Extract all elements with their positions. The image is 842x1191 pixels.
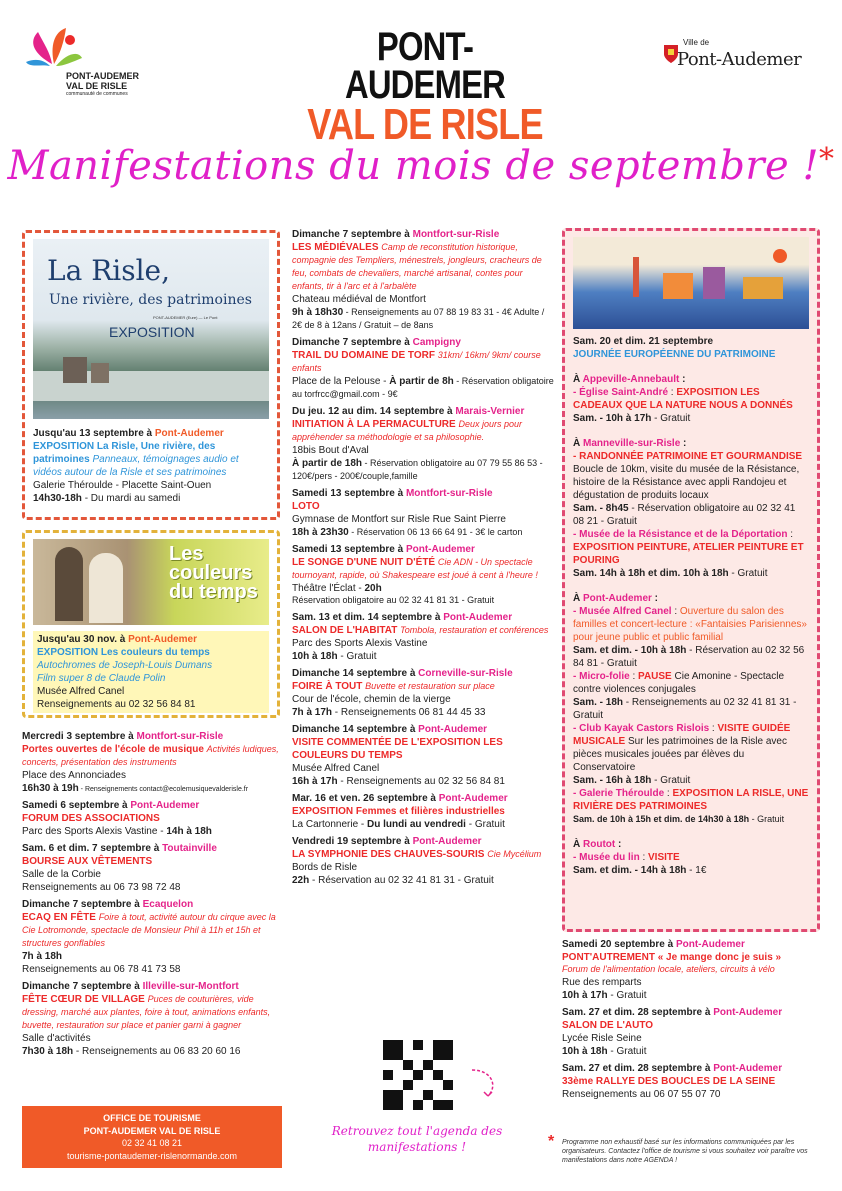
risle-poster-image: [33, 239, 269, 419]
heritage-item-title: RANDONNÉE PATRIMOINE ET GOURMANDISE: [579, 451, 803, 462]
event-city: Toutainville: [162, 843, 217, 854]
left-event-3: [22, 842, 284, 894]
event-hours: 18h à 23h30: [292, 527, 349, 538]
disclaimer-star: *: [548, 1133, 555, 1150]
event-title: PONT'AUTREMENT « Je mange donc je suis »: [562, 952, 782, 963]
event-hours: 14h à 18h: [166, 826, 212, 837]
flower-logo-icon: [24, 24, 84, 74]
event-info: - Gratuit: [607, 989, 647, 1001]
event-place: Parc des Sports Alexis Vastine -: [22, 826, 167, 837]
heritage-item-title: VISITE GUIDÉE MUSICALE: [573, 723, 791, 747]
event-date: Samedi 6 septembre à: [22, 800, 131, 811]
event-place: Salle de la Corbie: [22, 869, 101, 880]
event-place: 18bis Bout d'Aval: [292, 445, 369, 456]
left-event-5: [22, 980, 284, 1058]
risle-poster-title: La Risle,: [47, 254, 171, 287]
event-city: Pont-Audemer: [418, 723, 488, 735]
heritage-title: JOURNÉE EUROPÉENNE DU PATRIMOINE: [573, 349, 776, 360]
event-place: Chateau médiéval de Montfort: [292, 294, 426, 305]
event-title: EXPOSITION Femmes et filières industrielles: [292, 805, 505, 817]
couleurs-desc-1: Autochromes de Joseph-Louis Dumans: [37, 660, 213, 671]
event-info: - Renseignements 06 81 44 45 33: [332, 706, 486, 718]
event-title: SALON DE L'AUTO: [562, 1019, 654, 1031]
heritage-hours: Sam. 14h à 18h et dim. 10h à 18h: [573, 568, 729, 579]
event-place: Bords de Risle: [292, 861, 358, 873]
risle-hours: 14h30-18h: [33, 493, 82, 504]
event-info: - Gratuit: [465, 818, 505, 830]
event-title: LE SONGE D'UNE NUIT D'ÉTÉ: [292, 557, 436, 568]
heritage-hours: Sam. - 16h à 18h: [573, 775, 652, 786]
event-desc: Tombola, restauration et conférences: [400, 624, 549, 635]
event-hours: À partir de 8h: [389, 376, 454, 387]
event-hours: 10h à 18h: [292, 650, 338, 662]
disclaimer: Programme non exhaustif basé sur les informations communiquées par les organisateurs. Contactez l'office de tourisme si vous souhaitez voir paraître vos manifestations dans notre AGENDA !: [562, 1139, 808, 1165]
middle-event-1: [292, 228, 554, 332]
event-desc: Buvette et restauration sur place: [365, 680, 495, 691]
event-title: FORUM DES ASSOCIATIONS: [22, 813, 160, 824]
qr-code-icon: [383, 1040, 453, 1110]
risle-date: Jusqu'au 13 septembre à: [33, 428, 155, 439]
event-date: Dimanche 7 septembre à: [22, 899, 143, 910]
event-city: Pont-Audemer: [713, 1062, 783, 1074]
event-date: Dimanche 14 septembre à: [292, 723, 419, 735]
risle-exhibition-card: [22, 230, 280, 520]
event-date: Sam. 6 et dim. 7 septembre à: [22, 843, 163, 854]
heritage-item-title: VISITE: [648, 852, 680, 863]
event-place: Rue des remparts: [562, 976, 642, 988]
event-hours: 16h à 17h: [292, 775, 338, 787]
event-date: Dimanche 14 septembre à: [292, 667, 419, 679]
event-title: VISITE COMMENTÉE DE L'EXPOSITION LES COULEURS DU TEMPS: [292, 736, 503, 761]
heritage-desc: Sur les patrimoines de la Risle avec pièces musicales jouées par élèves du Conservatoire: [573, 736, 787, 773]
event-city: Pont-Audemer: [412, 835, 482, 847]
event-place: Gymnase de Montfort sur Risle Rue Saint Pierre: [292, 514, 506, 525]
event-hours: 7h30 à 18h: [22, 1046, 74, 1057]
logo-left-caption: communauté de communes: [66, 90, 128, 97]
heritage-item-title: EXPOSITION PEINTURE, ATELIER PEINTURE ET POURING: [573, 542, 804, 566]
heritage-hours: Sam. - 18h: [573, 697, 624, 708]
headline-text: Manifestations du mois de septembre !: [7, 143, 820, 189]
event-date: Vendredi 19 septembre à: [292, 835, 413, 847]
heritage-block-routot: À Routot : - Musée du lin : VISITE Sam. et dim. - 14h à 18h - 1€: [573, 839, 707, 876]
headline: [0, 140, 842, 192]
event-city: Pont-Audemer: [443, 611, 513, 623]
couleurs-city: Pont-Audemer: [128, 634, 198, 645]
event-city: Montfort-sur-Risle: [136, 731, 224, 742]
middle-event-6: [292, 611, 554, 663]
tourism-office-box: [22, 1106, 282, 1168]
event-info: - Renseignements au 02 32 56 84 81: [337, 775, 505, 787]
event-city: Pont-Audemer: [438, 792, 508, 804]
logo-left-sub: VAL DE RISLE: [66, 80, 128, 91]
event-info: - Réservation au 02 32 41 81 31 - Gratuit: [309, 874, 494, 886]
event-date: Dimanche 7 septembre à: [292, 229, 413, 240]
event-place: Cour de l'école, chemin de la vierge: [292, 693, 451, 705]
event-place: Théâtre l'Éclat -: [292, 583, 365, 594]
event-city: Pont-Audemer: [675, 939, 745, 950]
couleurs-event: [33, 631, 269, 713]
heritage-illustration: [573, 237, 809, 329]
heritage-city: Routot: [583, 839, 616, 850]
agenda-qr-code[interactable]: [383, 1040, 453, 1110]
event-title: BOURSE AUX VÊTEMENTS: [22, 856, 153, 867]
couleurs-poster-title: Les couleurs du temps: [169, 543, 258, 603]
event-hours: 16h30 à 19h: [22, 783, 79, 794]
heritage-info: - Gratuit: [651, 413, 691, 424]
event-desc: Cie Mycélium: [487, 848, 542, 859]
event-city: Pont-Audemer: [405, 544, 475, 555]
couleurs-poster-image: [33, 539, 269, 625]
heritage-item-title: PAUSE: [638, 671, 672, 682]
heritage-hours: Sam. - 8h45: [573, 503, 629, 514]
event-info: - Réservation obligatoire au torfrcc@gmail.com - 9€: [292, 376, 554, 399]
heritage-place: Galerie Théroulde: [579, 788, 665, 799]
middle-event-9: [292, 792, 554, 831]
logo-city-name: Pont-Audemer: [677, 49, 802, 70]
event-title: FÊTE CŒUR DE VILLAGE: [22, 994, 145, 1005]
event-desc: Puces de couturières, vide dressing, marché aux plantes, foire à tout, animations enfants, buvette, restauration sur place et panier garni à gagner: [22, 994, 271, 1030]
event-info: - Renseignements contact@ecolemusiquevalderisle.fr: [78, 786, 249, 793]
event-date: Du jeu. 12 au dim. 14 septembre à: [292, 406, 456, 417]
event-desc: 31km/ 16km/ 9km/ course enfants: [292, 350, 541, 373]
event-title: LES MÉDIÉVALES: [292, 242, 379, 253]
headline-star: *: [819, 142, 835, 177]
heritage-place: Église Saint-André: [579, 387, 669, 398]
heritage-hours: Sam. de 10h à 15h et dim. de 14h30 à 18h: [573, 814, 750, 824]
event-city: Pont-Audemer: [130, 800, 200, 811]
heritage-info: - Gratuit: [749, 814, 785, 824]
middle-event-4: [292, 487, 554, 539]
heritage-info: - Gratuit: [651, 775, 691, 786]
event-desc: Foire à tout, activité autour du cirque avec la Cie Lotromonde, spectacle de Monsieur Phil à 11h et 15h et structures gonflables: [22, 912, 276, 948]
event-title: ECAQ EN FÊTE: [22, 912, 96, 923]
page-title-logo: [280, 25, 570, 149]
couleurs-date: Jusqu'au 30 nov. à: [37, 634, 129, 645]
logo-city: [663, 38, 823, 78]
event-date: Sam. 27 et dim. 28 septembre à: [562, 1006, 714, 1018]
couleurs-info: Renseignements au 02 32 56 84 81: [37, 699, 196, 710]
risle-desc: Panneaux, témoignages audio et vidéos autour de la Risle et ses patrimoines: [33, 454, 239, 478]
event-hours: Du lundi au vendredi: [367, 818, 466, 830]
risle-poster-tag: EXPOSITION: [109, 324, 195, 340]
event-desc: Camp de reconstitution historique, compagnie des Templiers, ménestrels, jongleurs, cracheurs de feu, combats de chevaliers, marché artisanal, contes pour enfants, tir à l'arc et à l'arbalète: [292, 242, 542, 291]
agenda-note: Retrouvez tout l'agenda des manifestations !: [331, 1124, 503, 1154]
risle-poster-subtitle: Une rivière, des patrimoines: [49, 292, 252, 308]
heritage-desc: Cie Amonine - Spectacle contre violences conjugales: [573, 671, 785, 695]
event-hours: 22h: [292, 874, 310, 886]
middle-event-7: [292, 667, 554, 719]
event-title: LOTO: [292, 501, 320, 512]
risle-title: EXPOSITION La Risle, Une rivière, des patrimoines: [33, 441, 216, 465]
event-info: - Gratuit: [607, 1045, 647, 1057]
event-desc: Activités ludiques, concerts, présentation des instruments: [22, 744, 279, 767]
event-city: Montfort-sur-Risle: [412, 229, 500, 240]
risle-city: Pont-Audemer: [154, 428, 224, 439]
event-city: Ecaquelon: [142, 899, 194, 910]
event-hours: À partir de 18h: [292, 458, 363, 469]
middle-event-5: [292, 543, 554, 607]
event-date: Sam. 13 et dim. 14 septembre à: [292, 611, 444, 623]
event-date: Samedi 20 septembre à: [562, 939, 676, 950]
heritage-info: - 1€: [686, 865, 707, 876]
event-info: - Réservation 06 13 66 64 91 - 3€ le carton: [348, 527, 523, 537]
title-line-2: VAL DE RISLE: [307, 100, 543, 149]
heritage-content: [573, 335, 809, 877]
event-city: Corneville-sur-Risle: [418, 667, 513, 679]
heritage-hours: Sam. et dim. - 14h à 18h: [573, 865, 687, 876]
event-desc: Cie ADN - Un spectacle tournoyant, rapide, où Shakespeare est joué à cent à l'heure !: [292, 557, 538, 580]
event-info: Renseignements au 06 78 41 73 58: [22, 964, 181, 975]
event-city: Illeville-sur-Montfort: [142, 981, 239, 992]
heritage-place: Musée de la Résistance et de la Déportation: [579, 529, 788, 540]
event-city: Marais-Vernier: [455, 406, 525, 417]
heritage-place: Musée du lin: [579, 852, 640, 863]
logo-city-small: Ville de: [683, 38, 710, 47]
middle-event-2: [292, 336, 554, 401]
event-title: INITIATION À LA PERMACULTURE: [292, 419, 456, 430]
right-event-3: [562, 1062, 824, 1101]
event-desc: Forum de l'alimentation locale, ateliers, circuits à vélo: [562, 964, 775, 974]
event-date: Sam. 27 et dim. 28 septembre à: [562, 1062, 714, 1074]
event-city: Campigny: [412, 337, 461, 348]
risle-hours-note: - Du mardi au samedi: [81, 493, 181, 504]
couleurs-title: EXPOSITION Les couleurs du temps: [37, 647, 210, 658]
event-title: SALON DE L'HABITAT: [292, 624, 398, 636]
event-city: Pont-Audemer: [713, 1006, 783, 1018]
middle-event-8: [292, 723, 554, 788]
event-place: Musée Alfred Canel: [292, 762, 380, 774]
event-info: Renseignements au 06 73 98 72 48: [22, 882, 181, 893]
office-phone: 02 32 41 08 21: [121, 1138, 183, 1149]
heritage-block-appeville: À Appeville-Annebault : - Église Saint-André : EXPOSITION LES CADEAUX QUE LA NATURE NOUS A DONNÉS Sam. - 10h à 17h - Gratuit: [573, 374, 793, 424]
risle-poster-caption: PONT-AUDEMER (Eure) — Le Pont: [153, 315, 218, 320]
heritage-city: Pont-Audemer: [583, 593, 652, 604]
couleurs-exhibition-card: [22, 530, 280, 718]
event-date: Mar. 16 et ven. 26 septembre à: [292, 792, 439, 804]
event-date: Samedi 13 septembre à: [292, 488, 406, 499]
risle-event: [33, 427, 269, 505]
heritage-place: Club Kayak Castors Rislois: [579, 723, 710, 734]
event-hours: 20h: [364, 583, 382, 594]
event-hours: 9h à 18h30: [292, 307, 344, 318]
event-info: - Renseignements au 07 88 19 83 31 - 4€ Adulte / 2€ de 8 à 12ans / Gratuit – de 8ans: [292, 307, 545, 330]
couleurs-desc-2: Film super 8 de Claude Polin: [37, 673, 166, 684]
event-info: - Gratuit: [337, 650, 377, 662]
left-event-list: [22, 730, 284, 1062]
heritage-date: Sam. 20 et dim. 21 septembre: [573, 336, 714, 347]
event-place: Place de la Pelouse -: [292, 376, 390, 387]
office-line-2: PONT-AUDEMER VAL DE RISLE: [83, 1125, 221, 1136]
heritage-info: - Gratuit: [728, 568, 768, 579]
heritage-info: - Réservation obligatoire au 02 32 41 08 21 - Gratuit: [573, 503, 796, 527]
curved-arrow-icon: [462, 1062, 502, 1102]
event-title: TRAIL DU DOMAINE DE TORF: [292, 350, 435, 361]
middle-event-3: [292, 405, 554, 483]
left-event-2: [22, 799, 284, 838]
event-info: Réservation obligatoire au 02 32 41 81 31 - Gratuit: [292, 595, 495, 605]
heritage-city: Appeville-Annebault: [582, 374, 680, 385]
middle-event-10: [292, 835, 554, 887]
heritage-info: - Renseignements au 02 32 41 81 31 - Gratuit: [573, 697, 797, 721]
event-place: Salle d'activités: [22, 1033, 91, 1044]
event-place: La Cartonnerie -: [292, 818, 368, 830]
event-title: FOIRE À TOUT: [292, 680, 363, 692]
event-title: Portes ouvertes de l'école de musique: [22, 744, 204, 755]
event-title: LA SYMPHONIE DES CHAUVES-SOURIS: [292, 848, 485, 860]
event-date: Dimanche 7 septembre à: [292, 337, 413, 348]
heritage-place: Musée Alfred Canel: [579, 606, 672, 617]
left-event-1: [22, 730, 284, 795]
office-line-1: OFFICE DE TOURISME: [103, 1113, 201, 1123]
event-title: 33ème RALLYE DES BOUCLES DE LA SEINE: [562, 1075, 776, 1087]
heritage-hours: Sam. - 10h à 17h: [573, 413, 652, 424]
event-desc: Deux jours pour appréhender sa méthodologie et sa philosophie.: [292, 419, 523, 442]
right-event-2: [562, 1006, 824, 1058]
event-hours: 10h à 17h: [562, 989, 608, 1001]
heritage-place: Micro-folie: [579, 671, 630, 682]
heritage-days-card: [562, 228, 820, 932]
event-date: Dimanche 7 septembre à: [22, 981, 143, 992]
event-place: Place des Annonciades: [22, 770, 126, 781]
office-website-link[interactable]: tourisme-pontaudemer-rislenormande.com: [66, 1150, 238, 1161]
logo-community: [22, 24, 152, 108]
event-info: - Renseignements au 06 83 20 60 16: [73, 1046, 241, 1057]
heritage-item-title: EXPOSITION LES CADEAUX QUE LA NATURE NOUS A DONNÉS: [573, 387, 793, 411]
event-date: Samedi 13 septembre à: [292, 544, 406, 555]
heritage-item-title: EXPOSITION LA RISLE, UNE RIVIÈRE DES PATRIMOINES: [573, 788, 809, 812]
event-hours: 7h à 18h: [22, 951, 63, 962]
heritage-desc: Ouverture du salon des familles et concert-lecture : «Fantaisies Parisiennes» pour jeune public et public familial: [573, 606, 807, 643]
right-event-1: [562, 938, 824, 1002]
left-event-4: [22, 898, 284, 976]
middle-event-list: [292, 228, 554, 891]
couleurs-place: Musée Alfred Canel: [37, 686, 125, 697]
heritage-info: - Réservation au 02 32 56 84 81 - Gratuit: [573, 645, 805, 669]
event-date: Mercredi 3 septembre à: [22, 731, 137, 742]
event-hours: 7h à 17h: [292, 706, 333, 718]
heritage-hours: Sam. et dim. - 10h à 18h: [573, 645, 687, 656]
title-line-1: PONT-AUDEMER: [344, 25, 506, 107]
right-event-list: [562, 938, 824, 1105]
event-info: - Réservation obligatoire au 07 79 55 86 53 - 120€/pers - 200€/couple,famille: [292, 458, 543, 481]
risle-place: Galerie Théroulde - Placette Saint-Ouen: [33, 480, 212, 491]
event-city: Montfort-sur-Risle: [405, 488, 493, 499]
logo-left-name: PONT-AUDEMER: [66, 71, 140, 81]
event-info: Renseignements au 06 07 55 07 70: [562, 1088, 721, 1100]
heritage-block-pont-audemer: À Pont-Audemer : - Musée Alfred Canel : Ouverture du salon des familles et concert-lecture : «Fantaisies Parisiennes» pour jeune public et public familial Sam. et dim. - 10h à 18h - Réservation au 02 32 56 84 81 - Gratuit - Micro-folie : PAUSE Cie Amonine - Spectacle contre violences conjugales Sam. - 18h - Renseignements au 02 32 41 81 31 - Gratuit - Club Kayak Castors Rislois : VISITE GUIDÉE MUSICALE Sur les patrimoines de la Risle avec pièces musicales jouées par élèves du Conservatoire Sam. - 16h à 18h - Gratuit - Galerie Théroulde : EXPOSITION LA RISLE, UNE RIVIÈRE DES PATRIMOINES Sam. de 10h à 15h et dim. de 14h30 à 18h - Gratuit: [573, 593, 809, 824]
heritage-city: Manneville-sur-Risle: [583, 438, 681, 449]
event-place: Parc des Sports Alexis Vastine: [292, 637, 428, 649]
heritage-block-manneville: À Manneville-sur-Risle : - RANDONNÉE PATRIMOINE ET GOURMANDISE Boucle de 10km, visite du musée de la Résistance, histoire de la Résistance avec appli Randojeu et dégustation de produits locaux Sam. - 8h45 - Réservation obligatoire au 02 32 41 08 21 - Gratuit - Musée de la Résistance et de la Déportation : EXPOSITION PEINTURE, ATELIER PEINTURE ET POURING Sam. 14h à 18h et dim. 10h à 18h - Gratuit: [573, 438, 804, 579]
event-place: Lycée Risle Seine: [562, 1032, 642, 1044]
heritage-desc: Boucle de 10km, visite du musée de la Résistance, histoire de la Résistance avec appli Randojeu et dégustation de produits locaux: [573, 464, 800, 501]
event-hours: 10h à 18h: [562, 1045, 608, 1057]
